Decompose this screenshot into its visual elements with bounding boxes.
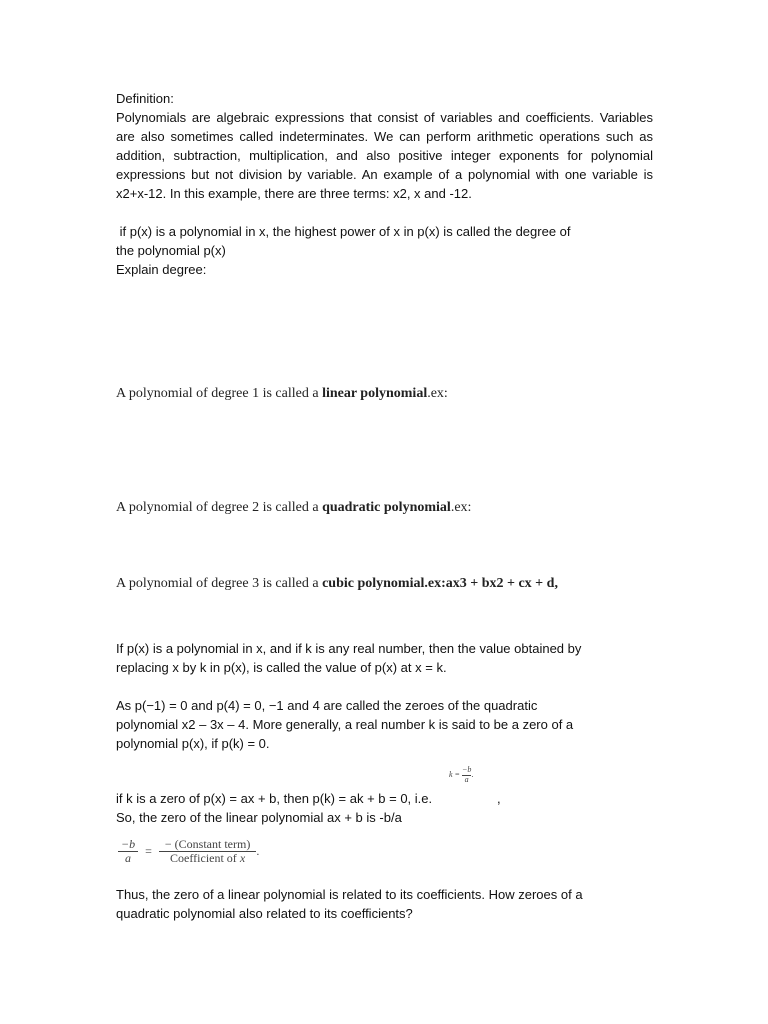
zero-ratio-formula	[118, 838, 259, 865]
zero-ratio-left-denominator: a	[125, 851, 132, 866]
linear-prefix: A polynomial of degree 1 is called a	[116, 386, 323, 401]
linear-suffix: .ex:	[427, 386, 448, 401]
cubic-prefix: A polynomial of degree 3 is called a	[116, 576, 323, 591]
value-paragraph-line-1: If p(x) is a polynomial in x, and if k is any real number, then the value obtained by	[116, 641, 582, 656]
zero-linear-paragraph	[116, 789, 653, 827]
definition-heading	[116, 89, 653, 108]
zero-linear-trailing-comma	[497, 789, 501, 808]
zero-ratio-right-denominator	[170, 852, 245, 865]
degree-definition-line-2: the polynomial p(x)	[116, 243, 226, 258]
zero-ratio-left-fraction	[118, 838, 138, 865]
value-paragraph-line-2: replacing x by k in p(x), is called the value of p(x) at x = k.	[116, 660, 447, 675]
degree-definition	[116, 222, 653, 279]
explain-degree-label: Explain degree:	[116, 262, 207, 277]
zero-linear-line-1-text: if k is a zero of p(x) = ax + b, then p(k) = ak + b = 0, i.e.	[116, 791, 433, 806]
zero-ratio-right-numerator: − (Constant term)	[164, 837, 251, 851]
k-formula-denominator: a	[464, 774, 469, 784]
cubic-bold-term: cubic polynomial.ex:ax3 + bx2 + cx + d,	[322, 576, 558, 591]
zero-ratio-right-denominator-text: Coefficient of	[170, 851, 240, 866]
k-formula-trail: .	[471, 770, 474, 780]
quadratic-polynomial-line	[116, 498, 653, 517]
zero-linear-line-1	[116, 789, 653, 808]
zeroes-paragraph-line-3: polynomial p(x), if p(k) = 0.	[116, 736, 270, 751]
quadratic-suffix: .ex:	[450, 500, 472, 515]
zeroes-paragraph-line-1: As p(−1) = 0 and p(4) = 0, −1 and 4 are called the zeroes of the quadratic	[116, 698, 538, 713]
definition-heading-text: Definition:	[116, 91, 174, 106]
thus-paragraph	[116, 885, 653, 923]
thus-paragraph-line-1: Thus, the zero of a linear polynomial is related to its coefficients. How zeroes of a	[116, 887, 583, 902]
zero-ratio-left-numerator: −b	[121, 837, 136, 851]
zero-linear-trailing-comma-text: ,	[497, 791, 501, 806]
cubic-polynomial-line	[116, 574, 653, 593]
thus-paragraph-line-2: quadratic polynomial also related to its coefficients?	[116, 906, 413, 921]
value-paragraph	[116, 639, 653, 677]
quadratic-bold-term: quadratic polynomial	[322, 500, 451, 515]
zeroes-paragraph	[116, 696, 653, 753]
linear-bold-term: linear polynomial	[322, 386, 428, 401]
definition-paragraph	[116, 108, 653, 203]
degree-definition-line-1: if p(x) is a polynomial in x, the highest power of x in p(x) is called the degree of	[116, 224, 571, 239]
quadratic-prefix: A polynomial of degree 2 is called a	[116, 500, 323, 515]
zero-ratio-right-denominator-var: x	[239, 851, 246, 866]
zero-ratio-right-fraction	[159, 838, 256, 865]
zero-linear-line-2: So, the zero of the linear polynomial ax + b is -b/a	[116, 810, 402, 825]
k-formula-fraction	[461, 765, 474, 785]
zeroes-paragraph-line-2: polynomial x2 – 3x – 4. More generally, a real number k is said to be a zero of a	[116, 717, 574, 732]
k-formula-numerator: −b	[461, 765, 472, 774]
k-equals-formula	[449, 766, 473, 785]
definition-paragraph-text: Polynomials are algebraic expressions that consist of variables and coefficients. Variables are also sometimes called indeterminates. We can perform arithmetic operations such as addition, subtraction, multiplication, and also positive integer exponents for polynomial expressions but not division by variable. An example of a polynomial with one variable is x2+x-12. In this example, there are three terms: x2, x and -12.	[116, 110, 653, 201]
zero-ratio-trail: .	[256, 844, 260, 859]
linear-polynomial-line	[116, 384, 653, 403]
k-formula-lhs: k =	[449, 770, 460, 780]
zero-ratio-equals: =	[145, 844, 152, 859]
